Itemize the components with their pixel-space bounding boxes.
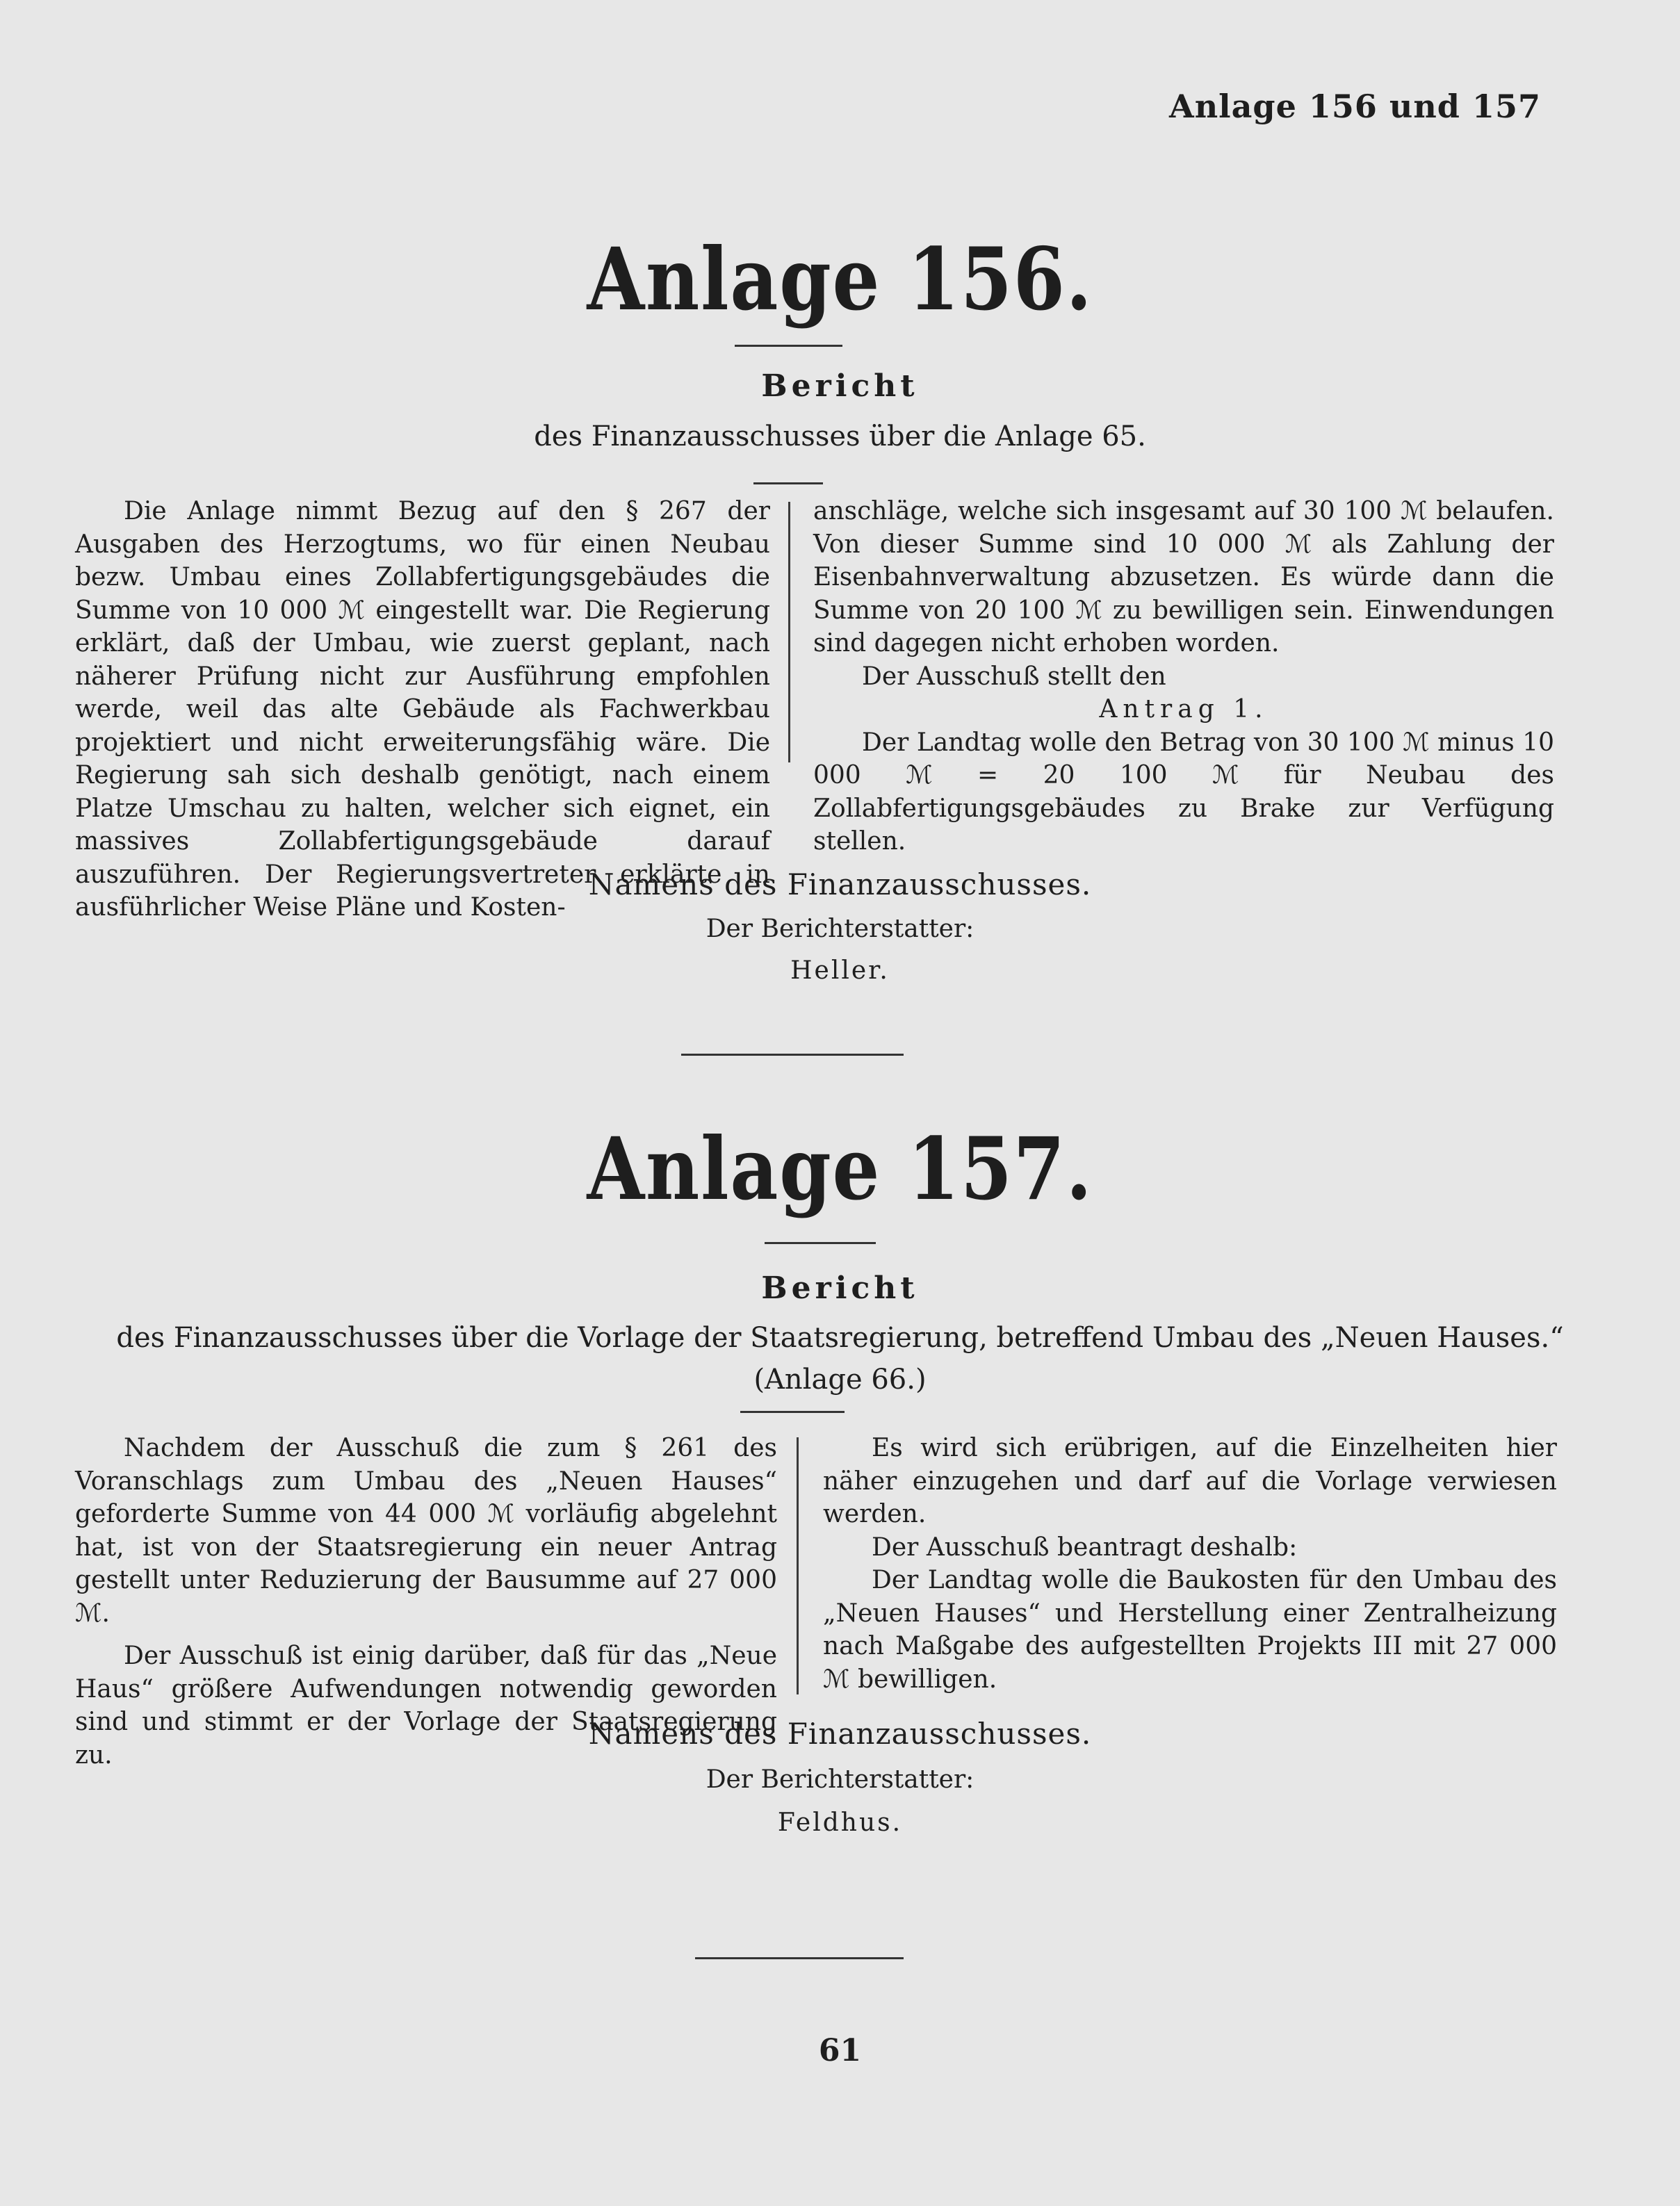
body-paragraph: Der Ausschuß stellt den <box>862 662 1166 691</box>
section-separator <box>695 1957 904 1959</box>
body-paragraph: Der Landtag wolle den Betrag von 30 100 ℳ minus 10 000 ℳ = 20 100 ℳ für Neubau des Zollabfertigungsgebäudes zu Brake zur Verfügung stellen. <box>813 728 1554 856</box>
signature-committee: Namens des Finanzausschusses. <box>588 867 1092 901</box>
anlage-157-right-column <box>823 1432 1557 1696</box>
anlage-156-subtitle: des Finanzausschusses über die Anlage 65. <box>534 420 1146 452</box>
column-divider <box>797 1437 799 1694</box>
anlage-157-subtitle: des Finanzausschusses über die Vorlage der Staatsregierung, betreffend Umbau des „Neuen Hauses.“ <box>116 1322 1564 1354</box>
anlage-157-bericht-heading: Bericht <box>761 1271 919 1306</box>
title-rule <box>735 345 842 347</box>
page-number: 61 <box>818 2033 862 2068</box>
section-separator <box>681 1054 904 1056</box>
antrag-heading: Antrag 1. <box>1099 695 1269 724</box>
title-rule <box>765 1242 876 1244</box>
body-paragraph: Der Ausschuß ist einig darüber, daß für das „Neue Haus“ größere Aufwendungen notwendig geworden sind und stimmt er der Vorlage der Staatsregierung zu. <box>75 1642 777 1770</box>
subtitle-rule <box>753 482 823 484</box>
anlage-157-title: Anlage 157. <box>587 1119 1093 1220</box>
signature-role: Der Berichterstatter: <box>706 915 974 943</box>
signature-name: Heller. <box>790 956 890 985</box>
anlage-157-subtitle-ref: (Anlage 66.) <box>753 1364 927 1396</box>
body-paragraph: Nachdem der Ausschuß die zum § 261 des Voranschlags zum Umbau des „Neuen Hauses“ geforderte Summe von 44 000 ℳ vorläufig abgelehnt hat, ist von der Staatsregierung ein neuer Antrag gestellt unter Reduzierung der Bausumme auf 27 000 ℳ. <box>75 1434 777 1628</box>
signature-name: Feldhus. <box>777 1808 903 1837</box>
anlage-156-title: Anlage 156. <box>587 229 1093 330</box>
body-paragraph: Der Ausschuß beantragt deshalb: <box>872 1533 1298 1562</box>
anlage-156-right-column <box>813 495 1554 858</box>
anlage-156-left-column <box>75 495 770 924</box>
signature-committee: Namens des Finanzausschusses. <box>588 1717 1092 1751</box>
column-divider <box>788 502 790 762</box>
body-paragraph: Der Landtag wolle die Baukosten für den Umbau des „Neuen Hauses“ und Herstellung einer Zentralheizung nach Maßgabe des aufgestellten Projekts III mit 27 000 ℳ bewilligen. <box>823 1566 1557 1694</box>
body-paragraph: anschläge, welche sich insgesamt auf 30 100 ℳ belaufen. Von dieser Summe sind 10 000 ℳ als Zahlung der Eisenbahnverwaltung abzusetzen. Es würde dann die Summe von 20 100 ℳ zu bewilligen sein. Einwendungen sind dagegen nicht erhoben worden. <box>813 497 1554 657</box>
signature-role: Der Berichterstatter: <box>706 1765 974 1794</box>
body-paragraph: Die Anlage nimmt Bezug auf den § 267 der Ausgaben des Herzogtums, wo für einen Neubau bezw. Umbau eines Zollabfertigungsgebäudes die Summe von 10 000 ℳ eingestellt war. Die Regierung erklärt, daß der Umbau, wie zuerst geplant, nach näherer Prüfung nicht zur Ausführung empfohlen werde, weil das alte Gebäude als Fachwerkbau projektiert und nicht erweiterungsfähig wäre. Die Regierung sah sich deshalb genötigt, nach einem Platze Umschau zu halten, welcher sich eignet, ein massives Zollabfertigungsgebäude darauf auszuführen. Der Regierungsvertreter erklärte in ausführlicher Weise Pläne und Kosten- <box>75 497 770 922</box>
running-head: Anlage 156 und 157 <box>1169 88 1541 125</box>
subtitle-rule <box>740 1411 845 1413</box>
anlage-156-bericht-heading: Bericht <box>761 368 919 404</box>
body-paragraph: Es wird sich erübrigen, auf die Einzelheiten hier näher einzugehen und darf auf die Vorlage verwiesen werden. <box>823 1434 1557 1528</box>
